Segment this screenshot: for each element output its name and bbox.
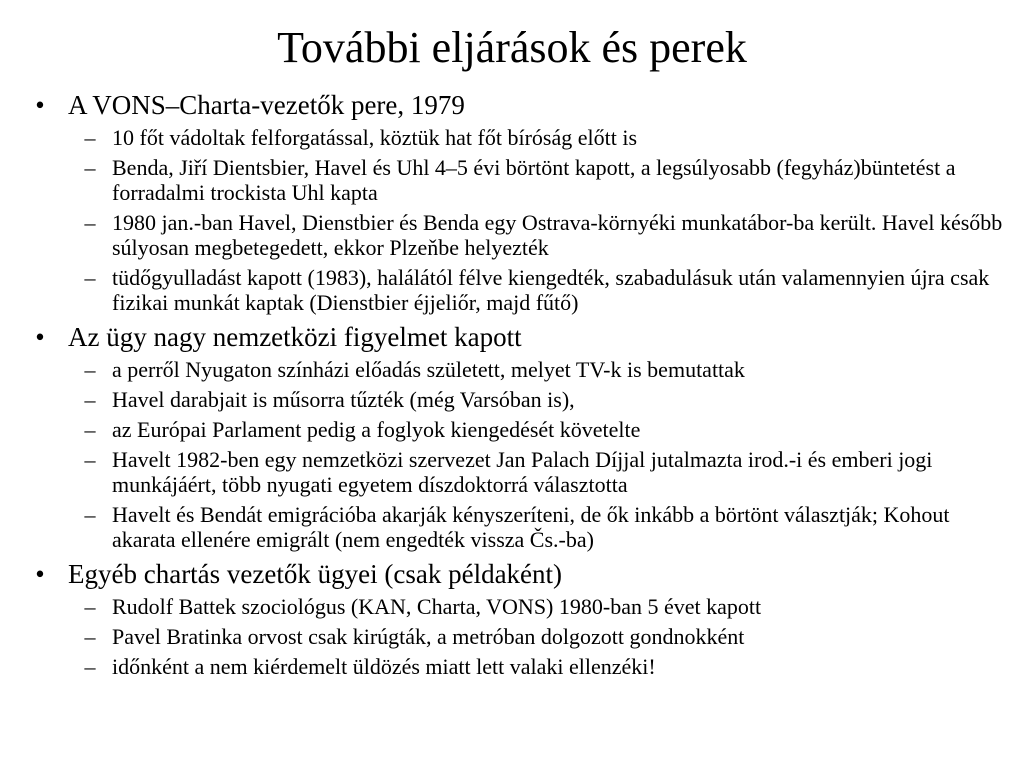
dash-icon: –: [84, 654, 96, 679]
sub-item-text: Rudolf Battek szociológus (KAN, Charta, VONS) 1980-ban 5 évet kapott: [112, 594, 762, 619]
sub-item: [30, 417, 1010, 442]
sub-item: [30, 594, 1010, 619]
sub-item-text: Havel darabjait is műsorra tűzték (még Varsóban is),: [112, 387, 575, 412]
bullet-icon: •: [35, 322, 45, 352]
sub-list: [30, 125, 1010, 315]
sub-item: [30, 387, 1010, 412]
bullet-icon: •: [35, 559, 45, 589]
bullet-icon: •: [35, 90, 45, 120]
dash-icon: –: [84, 447, 96, 472]
bullet-text: Az ügy nagy nemzetközi figyelmet kapott: [68, 322, 522, 352]
sub-item-text: Pavel Bratinka orvost csak kirúgták, a metróban dolgozott gondnokként: [112, 624, 745, 649]
bullet-item: [30, 320, 1010, 354]
dash-icon: –: [84, 155, 96, 180]
dash-icon: –: [84, 387, 96, 412]
sub-item: [30, 357, 1010, 382]
sub-item-text: Havelt 1982-ben egy nemzetközi szervezet Jan Palach Díjjal jutalmazta irod.-i és emberi jogi munkájáért, több nyugati egyetem díszdoktorrá választotta: [112, 447, 933, 497]
bullet-text: Egyéb chartás vezetők ügyei (csak példaként): [68, 559, 563, 589]
dash-icon: –: [84, 502, 96, 527]
dash-icon: –: [84, 210, 96, 235]
sub-item: [30, 155, 1010, 205]
sub-list: [30, 357, 1010, 552]
bullet-item: [30, 557, 1010, 591]
sub-item: [30, 125, 1010, 150]
sub-item: [30, 210, 1010, 260]
slide-body: [30, 88, 1010, 684]
sub-item-text: Benda, Jiří Dientsbier, Havel és Uhl 4–5 évi börtönt kapott, a legsúlyosabb (fegyház)büntetést a forradalmi trockista Uhl kapta: [112, 155, 956, 205]
sub-item-text: Havelt és Bendát emigrációba akarják kényszeríteni, de ők inkább a börtönt választják; Kohout akarata ellenére emigrált (nem engedték vissza Čs.-ba): [112, 502, 950, 552]
sub-item-text: 1980 jan.-ban Havel, Dienstbier és Benda egy Ostrava-környéki munkatábor-ba került. Havel később súlyosan megbetegedett, ekkor Plzeňbe helyezték: [112, 210, 1003, 260]
sub-item-text: 10 főt vádoltak felforgatással, köztük hat főt bíróság előtt is: [112, 125, 638, 150]
dash-icon: –: [84, 624, 96, 649]
slide-title: További eljárások és perek: [277, 23, 747, 72]
sub-item-text: időnként a nem kiérdemelt üldözés miatt lett valaki ellenzéki!: [112, 654, 656, 679]
dash-icon: –: [84, 594, 96, 619]
sub-list: [30, 594, 1010, 679]
dash-icon: –: [84, 125, 96, 150]
dash-icon: –: [84, 357, 96, 382]
sub-item: [30, 265, 1010, 315]
sub-item-text: a perről Nyugaton színházi előadás született, melyet TV-k is bemutattak: [112, 357, 745, 382]
sub-item-text: tüdőgyulladást kapott (1983), halálától félve kiengedték, szabadulásuk után valamennyien újra csak fizikai munkát kaptak (Dienstbier éjjeliőr, majd fűtő): [112, 265, 990, 315]
dash-icon: –: [84, 417, 96, 442]
sub-item-text: az Európai Parlament pedig a foglyok kiengedését követelte: [112, 417, 641, 442]
sub-item: [30, 654, 1010, 679]
sub-item: [30, 447, 1010, 497]
bullet-item: [30, 88, 1010, 122]
dash-icon: –: [84, 265, 96, 290]
sub-item: [30, 502, 1010, 552]
bullet-text: A VONS–Charta-vezetők pere, 1979: [68, 90, 465, 120]
sub-item: [30, 624, 1010, 649]
